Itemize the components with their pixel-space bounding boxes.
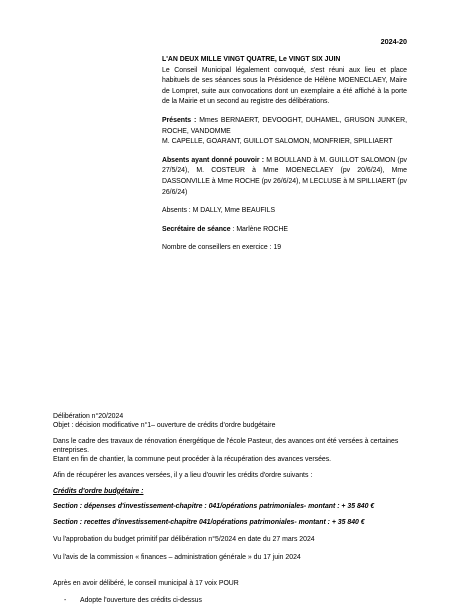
- vu-commission: Vu l'avis de la commission « finances – administration générale » du 17 juin 2024: [53, 553, 301, 561]
- presents-block: [162, 116, 407, 137]
- deliberation-object: Objet : décision modificative n°1– ouverture de crédits d'ordre budgétaire: [53, 422, 276, 430]
- absents-pouvoir-block: [162, 156, 407, 198]
- presents-label: Présents :: [162, 116, 197, 124]
- vu-budget: Vu l'approbation du budget primitif par délibération n°5/2024 en date du 27 mars 2024: [53, 536, 315, 544]
- paragraph-credits-intro: Afin de récupérer les avances versées, il y a lieu d'ouvrir les crédits d'ordre suivants :: [53, 472, 313, 480]
- paragraph-end-of-works: Etant en fin de chantier, la commune peut procéder à la récupération des avances versées.: [53, 456, 332, 464]
- absents-line: Absents : M DALLY, Mme BEAUFILS: [162, 207, 276, 215]
- document-reference: 2024-20: [380, 37, 407, 46]
- session-heading: L'AN DEUX MILLE VINGT QUATRE, Le VINGT SIX JUIN: [162, 56, 341, 63]
- vote-result: Après en avoir délibéré, le conseil municipal à 17 voix POUR: [53, 579, 239, 587]
- absents-pouvoir-text: M BOULLAND à M. GUILLOT SALOMON (pv 27/5/24), M. COSTEUR à Mme MOENECLAEY (pv 20/6/24), Mme DASSONVILLE à Mme ROCHE (pv 26/6/24), M LECLUSE à M SPILLIAERT (pv 26/6/24): [162, 156, 407, 196]
- deliberation-number: Délibération n°20/2024: [53, 413, 124, 420]
- secretaire-label: Secrétaire de séance: [162, 225, 231, 233]
- secretaire-line: [162, 225, 407, 236]
- session-intro: Le Conseil Municipal légalement convoqué, s'est réuni aux lieu et place habituels de ses séances sous la Présidence de Hélène MOENECLAEY, Maire de Lompret, suite aux convocations dont un exemplaire a été affiché à la porte de la Mairie et un second au registre des délibérations.: [162, 66, 407, 106]
- absents-pouvoir-label: Absents ayant donné pouvoir :: [162, 156, 265, 164]
- presents-line-1: Mmes BERNAERT, DEVOOGHT, DUHAMEL, GRUSON JUNKER, ROCHE, VANDOMME: [162, 116, 408, 135]
- session-preamble: [162, 55, 407, 254]
- credits-title: Crédits d'ordre budgétaire :: [53, 487, 144, 495]
- bullet-dash: -: [64, 596, 67, 604]
- decision-bullet: [53, 596, 409, 605]
- section-depenses: Section : dépenses d'investissement-chapitre : 041/opérations patrimoniales- montant : + 35 840 €: [53, 503, 375, 511]
- secretaire-name: : Marlène ROCHE: [230, 225, 289, 233]
- deliberation-body: [53, 412, 409, 605]
- presents-line-2: M. CAPELLE, GOARANT, GUILLOT SALOMON, MONFRIER, SPILLIAERT: [162, 138, 393, 146]
- paragraph-context: Dans le cadre des travaux de rénovation énergétique de l'école Pasteur, des avances ont été versées à certaines entreprises.: [53, 437, 399, 455]
- decision-text: Adopte l'ouverture des crédits ci-dessus: [80, 596, 202, 604]
- section-recettes: Section : recettes d'investissement-chapitre 041/opérations patrimoniales- montant : + 35 840 €: [53, 519, 365, 527]
- conseillers-count: Nombre de conseillers en exercice : 19: [162, 244, 282, 252]
